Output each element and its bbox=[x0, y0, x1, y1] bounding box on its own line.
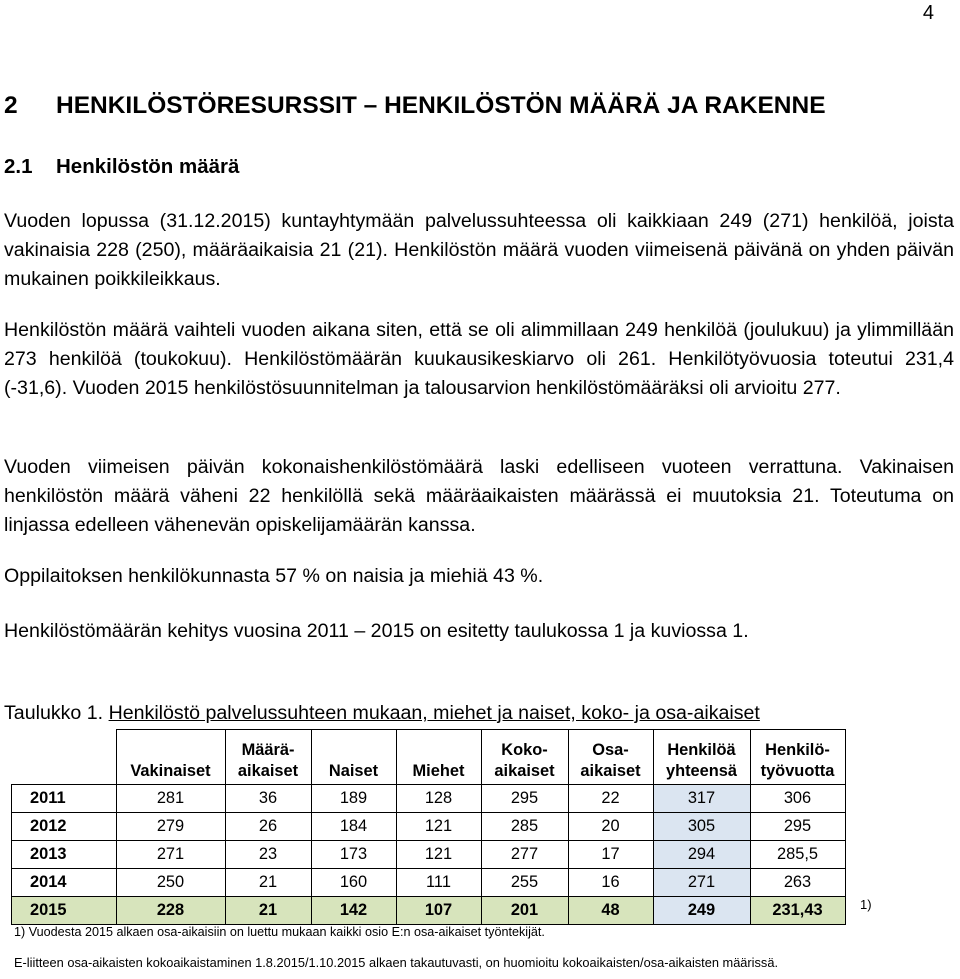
chapter-number: 2 bbox=[4, 92, 18, 119]
table-cell: 271 bbox=[116, 841, 225, 869]
column-header: Henkilöä yhteensä bbox=[653, 730, 750, 785]
table-cell: 17 bbox=[568, 841, 653, 869]
column-header: Miehet bbox=[396, 730, 481, 785]
table-cell: 121 bbox=[396, 813, 481, 841]
table-cell: 173 bbox=[311, 841, 396, 869]
table-cell: 22 bbox=[568, 785, 653, 813]
table-cell: 16 bbox=[568, 869, 653, 897]
paragraph: Vuoden lopussa (31.12.2015) kuntayhtymään palvelussuhteessa oli kaikkiaan 249 (271) henkilöä, joista vakinaisia 228 (250), määräaikaisia 21 (21). Henkilöstön määrä vuoden viimeisenä päivänä on yhden päivän mukainen poikkileikkaus. bbox=[4, 210, 954, 290]
section-title: Henkilöstön määrä bbox=[56, 155, 240, 178]
column-header: Koko- aikaiset bbox=[481, 730, 568, 785]
table-cell: 228 bbox=[116, 897, 225, 925]
table-cell: 295 bbox=[750, 813, 845, 841]
table-row bbox=[12, 785, 846, 813]
table-cell: 285 bbox=[481, 813, 568, 841]
column-header: Naiset bbox=[311, 730, 396, 785]
table-cell: 160 bbox=[311, 869, 396, 897]
column-header: Henkilö- työvuotta bbox=[750, 730, 845, 785]
year-cell: 2012 bbox=[12, 813, 117, 841]
staff-table bbox=[11, 729, 846, 925]
table-cell: 23 bbox=[225, 841, 311, 869]
table-caption-text: Henkilöstö palvelussuhteen mukaan, miehet ja naiset, koko- ja osa-aikaiset bbox=[108, 702, 760, 724]
table-cell: 281 bbox=[116, 785, 225, 813]
section-heading bbox=[4, 155, 239, 179]
table-cell: 48 bbox=[568, 897, 653, 925]
table-cell: 255 bbox=[481, 869, 568, 897]
year-cell: 2015 bbox=[12, 897, 117, 925]
table-row-current-year bbox=[12, 897, 846, 925]
section-number: 2.1 bbox=[4, 155, 33, 178]
table-cell: 21 bbox=[225, 869, 311, 897]
table-cell: 294 bbox=[653, 841, 750, 869]
table-cell: 250 bbox=[116, 869, 225, 897]
table-cell: 21 bbox=[225, 897, 311, 925]
column-header: Osa- aikaiset bbox=[568, 730, 653, 785]
table-cell: 231,43 bbox=[750, 897, 845, 925]
table-cell: 201 bbox=[481, 897, 568, 925]
table-cell: 184 bbox=[311, 813, 396, 841]
table-cell: 36 bbox=[225, 785, 311, 813]
table-cell: 121 bbox=[396, 841, 481, 869]
column-header: Vakinaiset bbox=[116, 730, 225, 785]
paragraph: Henkilöstön määrä vaihteli vuoden aikana siten, että se oli alimmillaan 249 henkilöä (joulukuu) ja ylimmillään 273 henkilöä (toukokuu). Henkilöstömäärän kuukausikeskiarvo oli 261. Henkilötyövuosia toteutui 231,4 (-31,6). Vuoden 2015 henkilöstösuunnitelman ja talousarvion henkilöstömääräksi oli arvioitu 277. bbox=[4, 319, 954, 399]
paragraph: Henkilöstömäärän kehitys vuosina 2011 – 2015 on esitetty taulukossa 1 ja kuviossa 1. bbox=[4, 620, 749, 642]
column-header: Määrä- aikaiset bbox=[225, 730, 311, 785]
table-cell: 295 bbox=[481, 785, 568, 813]
table-header-row bbox=[12, 730, 846, 785]
table-cell: 189 bbox=[311, 785, 396, 813]
year-cell: 2011 bbox=[12, 785, 117, 813]
table-caption bbox=[4, 702, 760, 725]
table-row bbox=[12, 869, 846, 897]
table-corner-cell bbox=[12, 730, 117, 785]
table-cell: 107 bbox=[396, 897, 481, 925]
paragraph: Vuoden viimeisen päivän kokonaishenkilöstömäärä laski edelliseen vuoteen verrattuna. Vakinaisen henkilöstön määrä väheni 22 henkilöllä sekä määräaikaisten määrässä ei muutoksia 21. Toteutuma on linjassa edelleen vähenevän opiskelijamäärän kanssa. bbox=[4, 456, 954, 536]
table-row bbox=[12, 813, 846, 841]
paragraph: Oppilaitoksen henkilökunnasta 57 % on naisia ja miehiä 43 %. bbox=[4, 565, 544, 587]
table-cell: 20 bbox=[568, 813, 653, 841]
footnote-marker: 1) bbox=[860, 897, 872, 912]
table-cell: 111 bbox=[396, 869, 481, 897]
table-cell: 271 bbox=[653, 869, 750, 897]
table-caption-label: Taulukko 1. bbox=[4, 702, 104, 724]
table-cell: 285,5 bbox=[750, 841, 845, 869]
table-cell: 277 bbox=[481, 841, 568, 869]
chapter-title: HENKILÖSTÖRESURSSIT – HENKILÖSTÖN MÄÄRÄ JA RAKENNE bbox=[56, 92, 826, 119]
table-row bbox=[12, 841, 846, 869]
table-cell: 279 bbox=[116, 813, 225, 841]
table-cell: 306 bbox=[750, 785, 845, 813]
note: E-liitteen osa-aikaisten kokoaikaistaminen 1.8.2015/1.10.2015 alkaen takautuvasti, on huomioitu kokoaikaisten/osa-aikaisten määrissä. bbox=[14, 955, 778, 970]
year-cell: 2014 bbox=[12, 869, 117, 897]
page-number: 4 bbox=[922, 2, 934, 24]
table-cell: 128 bbox=[396, 785, 481, 813]
table-cell: 263 bbox=[750, 869, 845, 897]
table-cell: 26 bbox=[225, 813, 311, 841]
year-cell: 2013 bbox=[12, 841, 117, 869]
table-cell: 317 bbox=[653, 785, 750, 813]
table-cell: 142 bbox=[311, 897, 396, 925]
table-cell: 249 bbox=[653, 897, 750, 925]
footnote: 1) Vuodesta 2015 alkaen osa-aikaisiin on luettu mukaan kaikki osio E:n osa-aikaiset työntekijät. bbox=[14, 925, 545, 939]
chapter-heading bbox=[4, 92, 826, 120]
table-cell: 305 bbox=[653, 813, 750, 841]
